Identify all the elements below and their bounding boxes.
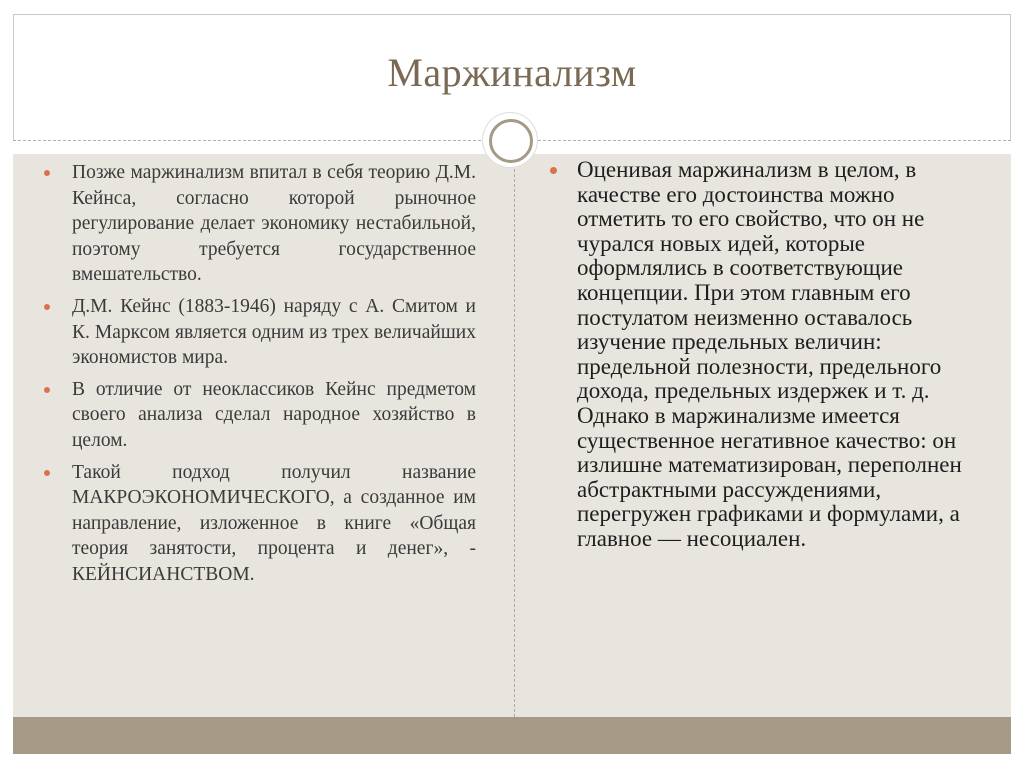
- list-item: [547, 158, 987, 552]
- bottom-bar: [13, 717, 1011, 754]
- bullet-icon: [44, 170, 50, 176]
- bullet-icon: [44, 304, 50, 310]
- list-item-text: Д.М. Кейнс (1883-1946) наряду с А. Смитом и К. Марксом является одним из трех величайших экономистов мира.: [72, 295, 476, 369]
- bullet-icon: [44, 470, 50, 476]
- bullet-icon: [550, 167, 557, 174]
- list-item-text: В отличие от неоклассиков Кейнс предметом своего анализа сделал народное хозяйство в целом.: [72, 378, 476, 451]
- left-column: [44, 160, 476, 594]
- list-item: [44, 460, 476, 588]
- list-item-text: Оценивая маржинализм в целом, в качестве его достоинства можно отметить то его свойство, что он не чурался новых идей, которые оформлялись в соответствующие концепции. При этом главным его постулатом неизменно оставалось изучение предельных величин: предельной полезности, предельного дохода, предельных издержек и т. д. Однако в маржинализме имеется существенное негативное качество: он излишне математизирован, переполнен абстрактными рассуждениями, перегружен графиками и формулами, а главное — несоциален.: [577, 157, 962, 551]
- list-item-text: Позже маржинализм впитал в себя теорию Д.М. Кейнса, согласно которой рыночное регулирование делает экономику нестабильной, поэтому требуется государственное вмешательство.: [72, 162, 476, 286]
- slide-title: Маржинализм: [387, 50, 637, 95]
- column-divider: [514, 154, 515, 717]
- list-item: [44, 160, 476, 288]
- circle-ring-icon: [489, 119, 533, 163]
- list-item: [44, 294, 476, 371]
- right-column: [547, 158, 987, 552]
- circle-ornament-icon: [483, 113, 537, 167]
- list-item: [44, 377, 476, 454]
- bullet-icon: [44, 387, 50, 393]
- list-item-text: Такой подход получил название МАКРОЭКОНОМИЧЕСКОГО, а созданное им направление, изложенное в книге «Общая теория занятости, процента и денег», - КЕЙНСИАНСТВОМ.: [72, 461, 476, 585]
